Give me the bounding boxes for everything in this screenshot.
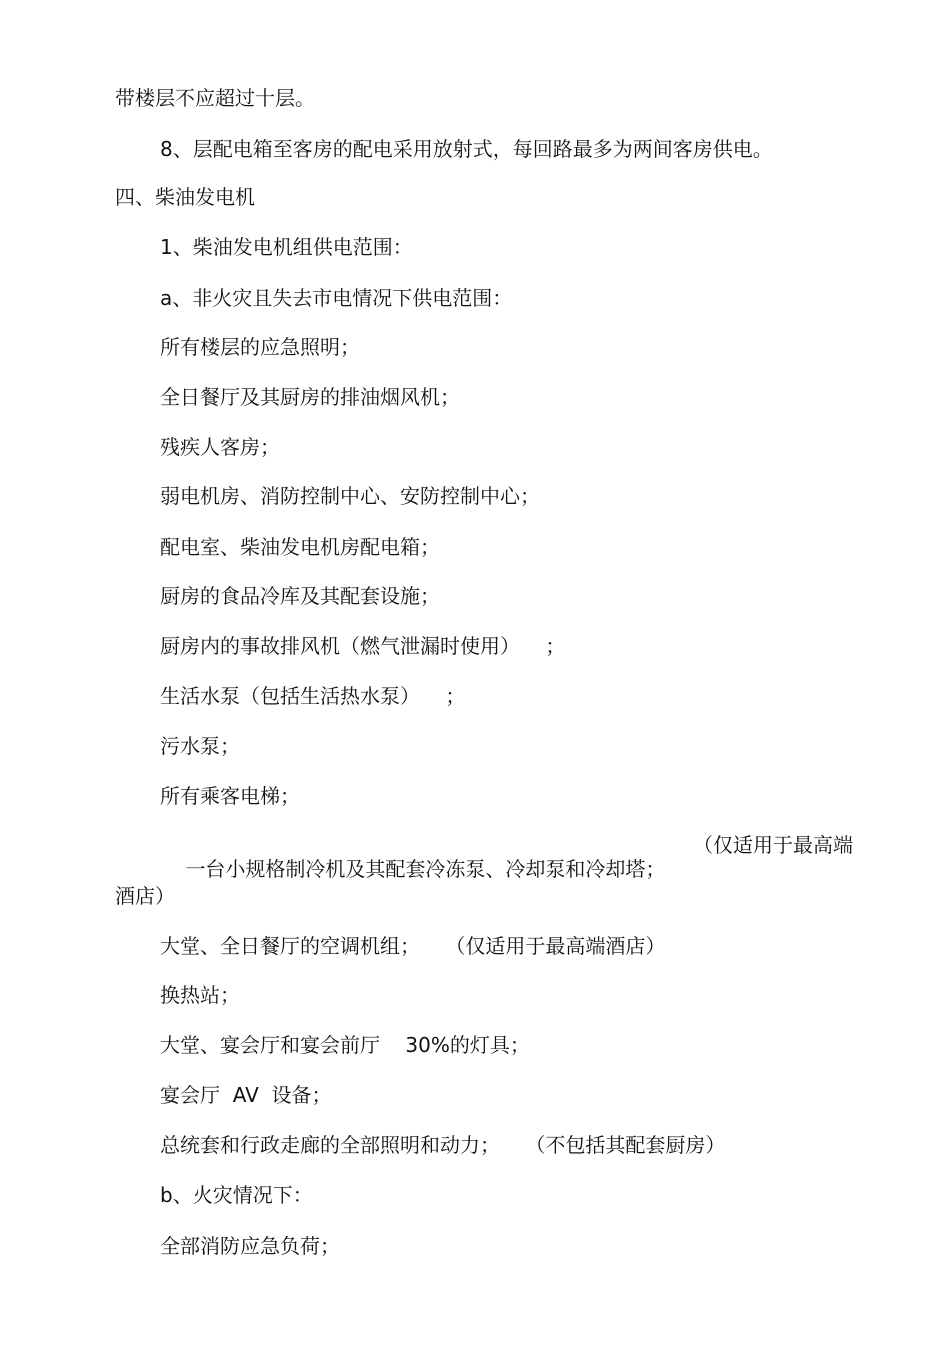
- subsection-heading: 1、柴油发电机组供电范围：: [160, 235, 413, 259]
- list-item: 厨房的食品冷库及其配套设施；: [160, 584, 440, 608]
- list-item-note: （仅适用于最高端: [693, 833, 853, 857]
- list-item: 生活水泵（包括生活热水泵） ；: [160, 684, 466, 708]
- list-item-continuation: 酒店）: [115, 884, 175, 908]
- list-item: 所有楼层的应急照明；: [160, 335, 360, 359]
- list-item: 大堂、全日餐厅的空调机组； （仅适用于最高端酒店）: [160, 934, 666, 958]
- subsection-a-heading: a、非火灾且失去市电情况下供电范围：: [160, 286, 513, 310]
- subsection-b-heading: b、火灾情况下：: [160, 1183, 313, 1207]
- list-item: 总统套和行政走廊的全部照明和动力； （不包括其配套厨房）: [160, 1133, 726, 1157]
- list-item: 残疾人客房；: [160, 435, 280, 459]
- list-item-wrapped: [160, 833, 853, 929]
- list-item: 换热站；: [160, 983, 240, 1007]
- list-item: 厨房内的事故排风机（燃气泄漏时使用） ；: [160, 634, 566, 658]
- list-item: 所有乘客电梯；: [160, 784, 300, 808]
- list-item: 污水泵；: [160, 734, 240, 758]
- list-item: 弱电机房、消防控制中心、安防控制中心；: [160, 484, 540, 508]
- section-heading: 四、柴油发电机: [115, 185, 255, 209]
- numbered-item-8: 8、层配电箱至客房的配电采用放射式，每回路最多为两间客房供电。: [160, 137, 773, 161]
- list-item: 大堂、宴会厅和宴会前厅 30%的灯具；: [160, 1033, 530, 1057]
- list-item: 全部消防应急负荷；: [160, 1234, 340, 1258]
- list-item-text: 一台小规格制冷机及其配套冷冻泵、冷却泵和冷却塔；: [185, 857, 666, 881]
- list-item: 宴会厅 AV 设备；: [160, 1083, 332, 1107]
- list-item: 配电室、柴油发电机房配电箱；: [160, 535, 440, 559]
- text-line: 带楼层不应超过十层。: [115, 86, 315, 110]
- list-item: 全日餐厅及其厨房的排油烟风机；: [160, 385, 460, 409]
